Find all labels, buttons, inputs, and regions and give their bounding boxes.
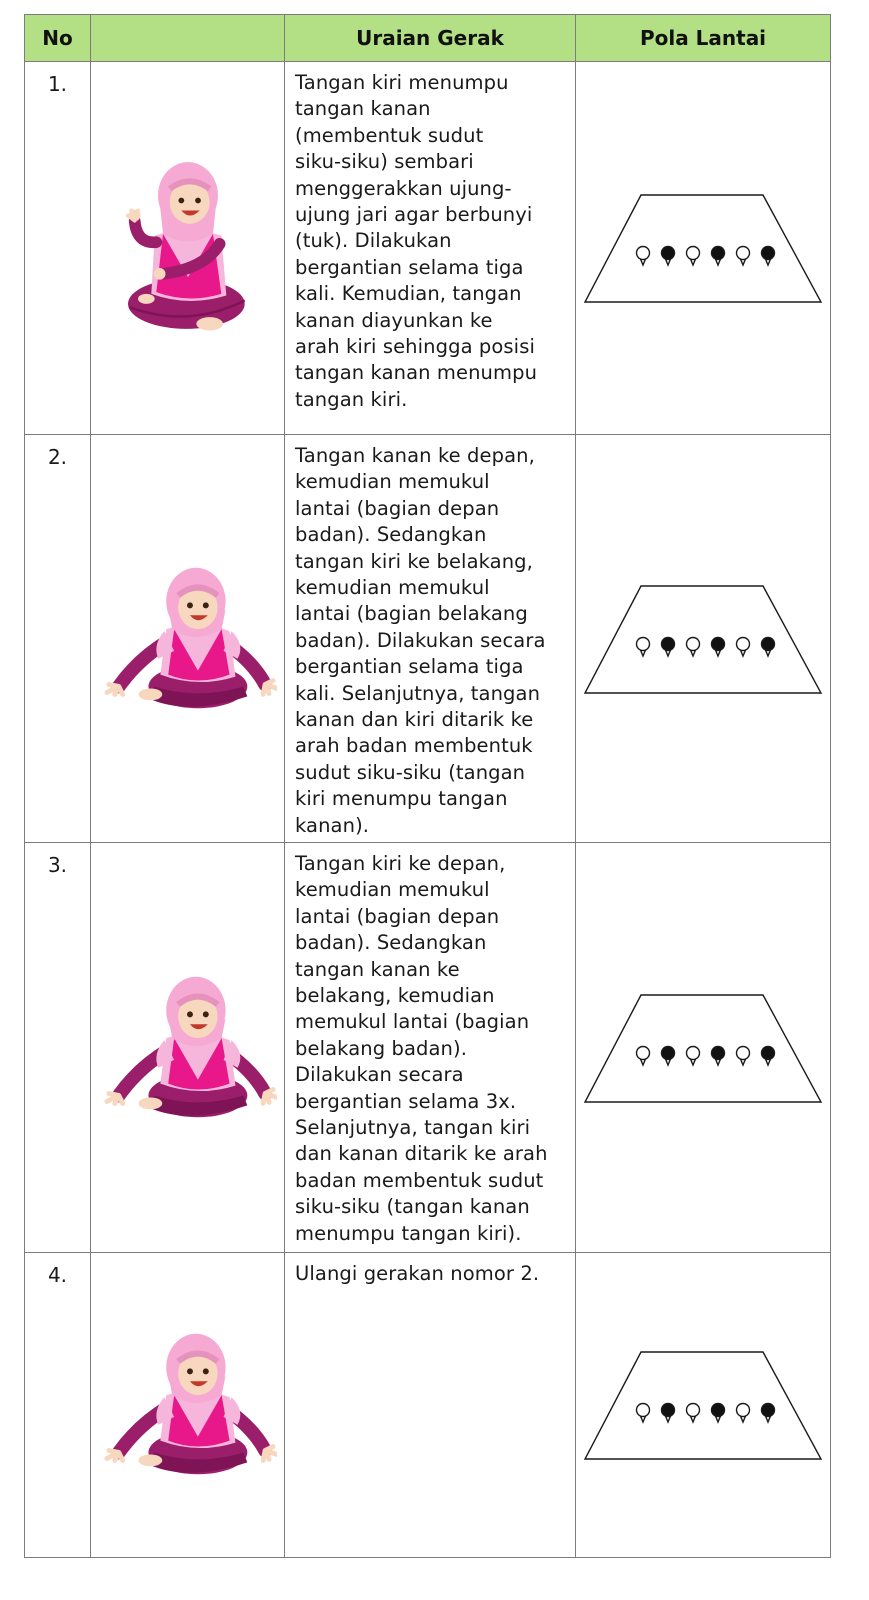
floor-pattern-cell — [576, 843, 831, 1253]
dance-table — [24, 14, 831, 1558]
dancer-figure-icon — [99, 559, 277, 719]
floor-pattern-cell — [576, 62, 831, 435]
movement-description: Ulangi gerakan nomor 2. — [285, 1253, 576, 1558]
floor-pattern-icon — [583, 583, 823, 695]
floor-pattern-icon — [583, 992, 823, 1104]
movement-description: Tangan kiri ke depan, kemudian memukul lantai (bagian depan badan). Sedangkan tangan kanan ke belakang, kemudian memukul lantai (bagian belakang badan). Dilakukan secara bergantian selama 3x. Selanjutnya, tangan kiri dan kanan ditarik ke arah badan membentuk sudut siku-siku (tangan kanan menumpu tangan kiri). — [285, 843, 576, 1253]
header-description: Uraian Gerak — [285, 15, 576, 62]
row-number: 2. — [25, 435, 91, 843]
header-no: No — [25, 15, 91, 62]
header-pattern: Pola Lantai — [576, 15, 831, 62]
dancer-figure-cell — [91, 62, 285, 435]
dancer-figure-icon — [99, 968, 277, 1128]
dancer-figure-cell — [91, 1253, 285, 1558]
row-number: 4. — [25, 1253, 91, 1558]
table-row — [25, 62, 831, 435]
header-figure — [91, 15, 285, 62]
movement-description: Tangan kanan ke depan, kemudian memukul lantai (bagian depan badan). Sedangkan tangan kiri ke belakang, kemudian memukul lantai (bagian belakang badan). Dilakukan secara bergantian selama tiga kali. Selanjutnya, tangan kanan dan kiri ditarik ke arah badan membentuk sudut siku-siku (tangan kiri menumpu tangan kanan). — [285, 435, 576, 843]
movement-description: Tangan kiri menumpu tangan kanan (membentuk sudut siku-siku) sembari menggerakkan ujung- ujung jari agar berbunyi (tuk). Dilakukan bergantian selama tiga kali. Kemudian, tangan kanan diayunkan ke arah kiri sehingga posisi tangan kanan menumpu tangan kiri. — [285, 62, 576, 435]
dancer-figure-cell — [91, 843, 285, 1253]
row-number: 1. — [25, 62, 91, 435]
floor-pattern-cell — [576, 1253, 831, 1558]
dancer-figure-icon — [113, 136, 263, 360]
table-row — [25, 435, 831, 843]
table-row — [25, 1253, 831, 1558]
floor-pattern-icon — [583, 1349, 823, 1461]
floor-pattern-cell — [576, 435, 831, 843]
dancer-figure-cell — [91, 435, 285, 843]
dancer-figure-icon — [99, 1325, 277, 1485]
table-row — [25, 843, 831, 1253]
floor-pattern-icon — [583, 192, 823, 304]
row-number: 3. — [25, 843, 91, 1253]
header-row — [25, 15, 831, 62]
